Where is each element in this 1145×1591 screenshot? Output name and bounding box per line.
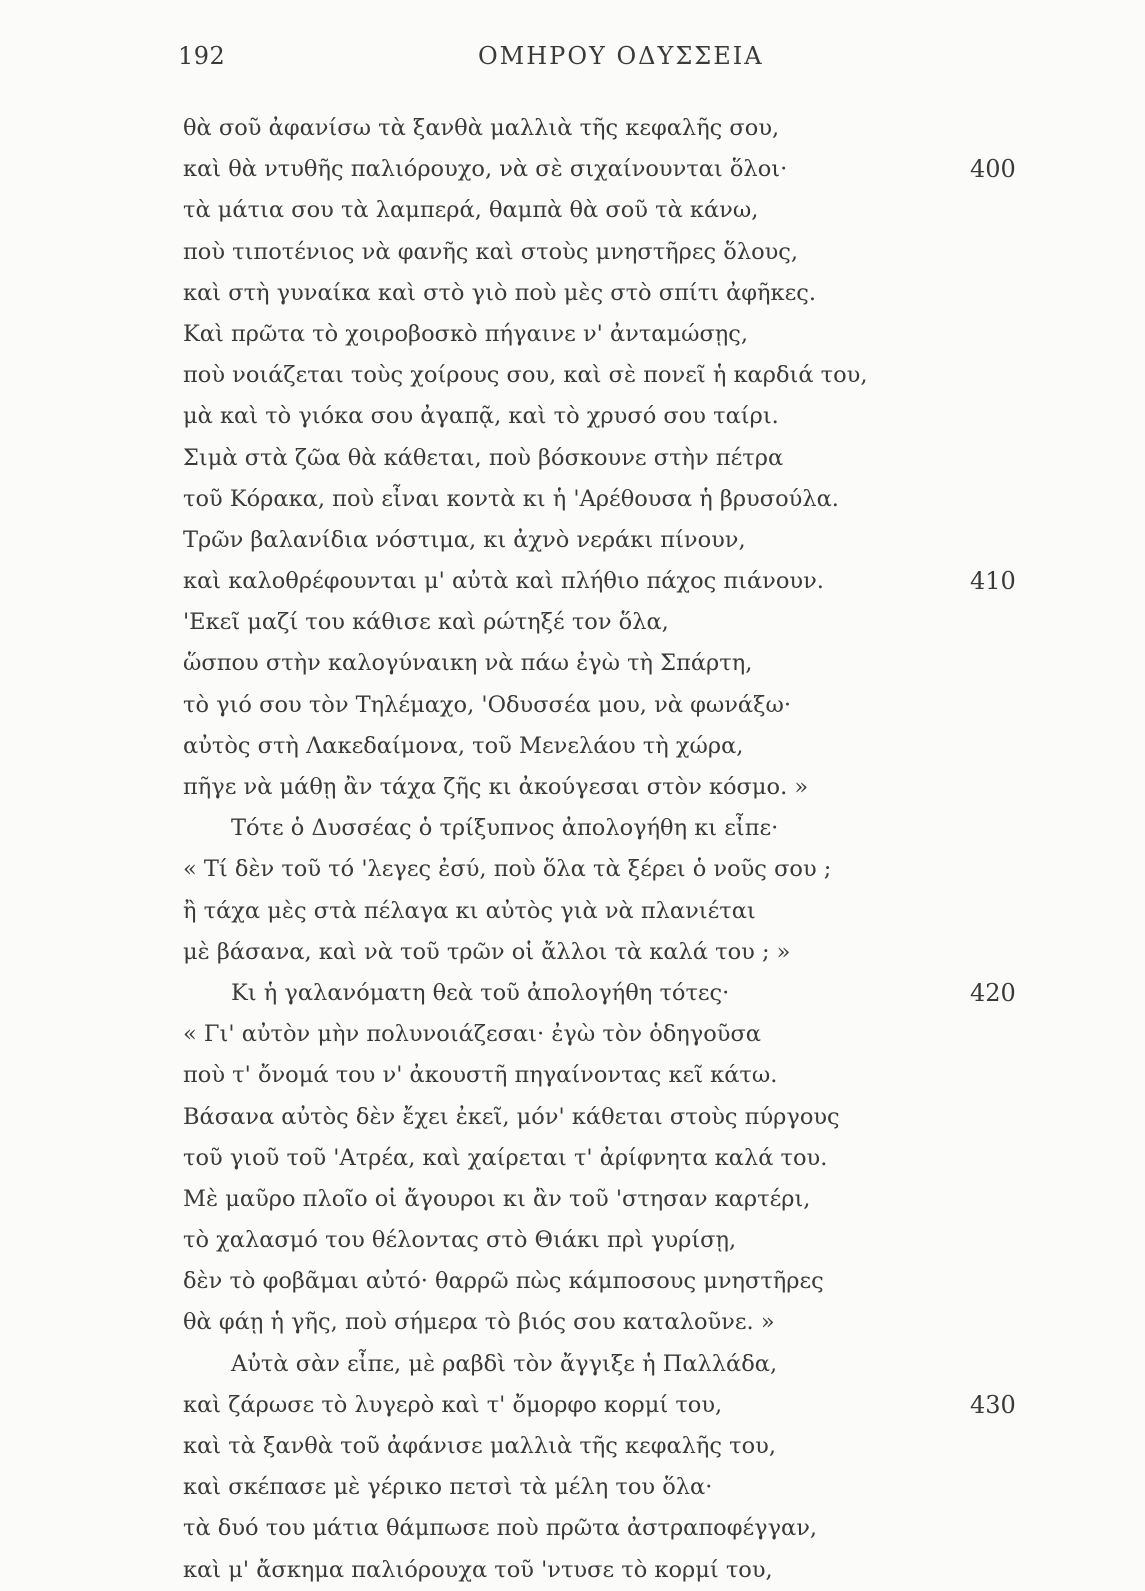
verse-line	[183, 1014, 1043, 1055]
verse-text: Βάσανα αὐτὸς δὲν ἔχει ἐκεῖ, μόν' κάθεται στοὺς πύργους	[183, 1103, 840, 1130]
verse-line	[183, 396, 1043, 437]
verse-text: τοῦ Κόρακα, ποὺ εἶναι κοντὰ κι ἡ 'Αρέθουσα ἡ βρυσούλα.	[183, 485, 839, 512]
verse-text: αὐτὸς στὴ Λακεδαίμονα, τοῦ Μενελάου τὴ χώρα,	[183, 732, 744, 759]
verse-text: ποὺ τ' ὄνομά του ν' ἀκουστῆ πηγαίνοντας κεῖ κάτω.	[183, 1062, 778, 1089]
line-number: 410	[970, 567, 1016, 596]
verse-line	[183, 108, 1043, 149]
verse-line	[183, 1261, 1043, 1302]
page-number: 192	[178, 42, 226, 70]
verse-line	[183, 561, 1043, 602]
verse-text: ἢ τάχα μὲς στὰ πέλαγα κι αὐτὸς γιὰ νὰ πλανιέται	[183, 897, 756, 924]
verse-text: ποὺ τιποτένιος νὰ φανῆς καὶ στοὺς μνηστῆρες ὅλους,	[183, 238, 799, 265]
verse-text: δὲν τὸ φοβᾶμαι αὐτό· θαρρῶ πὼς κάμποσους μνηστῆρες	[183, 1268, 824, 1295]
verse-line	[183, 1138, 1043, 1179]
verse-text: ὥσπου στὴν καλογύναικη νὰ πάω ἐγὼ τὴ Σπάρτη,	[183, 650, 753, 677]
verse-line	[183, 1302, 1043, 1343]
verse-line	[183, 520, 1043, 561]
verse-line	[183, 932, 1043, 973]
verse-line	[183, 314, 1043, 355]
verse-text: καὶ σκέπασε μὲ γέρικο πετσὶ τὰ μέλη του ὅλα·	[183, 1474, 713, 1501]
verse-text: ποὺ νοιάζεται τοὺς χοίρους σου, καὶ σὲ πονεῖ ἡ καρδιά του,	[183, 362, 868, 389]
verse-line	[183, 232, 1043, 273]
verse-text: θὰ σοῦ ἀφανίσω τὰ ξανθὰ μαλλιὰ τῆς κεφαλῆς σου,	[183, 115, 780, 141]
verse-line	[183, 1344, 1043, 1385]
verse-text: Μὲ μαῦρο πλοῖο οἱ ἄγουροι κι ἂν τοῦ 'στησαν καρτέρι,	[183, 1185, 811, 1212]
verse-text: καὶ θὰ ντυθῆς παλιόρουχο, νὰ σὲ σιχαίνουνται ὅλοι·	[183, 156, 788, 183]
verse-text: τὸ χαλασμό του θέλοντας στὸ Θιάκι πρὶ γυρίσῃ,	[183, 1227, 737, 1254]
verse-line	[183, 1508, 1043, 1549]
verse-line	[183, 190, 1043, 231]
verse-text: Τότε ὁ Δυσσέας ὁ τρίξυπνος ἀπολογήθη κι εἶπε·	[231, 815, 779, 842]
verse-line	[183, 1097, 1043, 1138]
verse-text: Τρῶν βαλανίδια νόστιμα, κι ἀχνὸ νεράκι πίνουν,	[183, 526, 746, 553]
verse-text: τὸ γιό σου τὸν Τηλέμαχο, 'Οδυσσέα μου, νὰ φωνάξω·	[183, 691, 791, 718]
verse-text: Καὶ πρῶτα τὸ χοιροβοσκὸ πήγαινε ν' ἀνταμώσῃς,	[183, 320, 749, 347]
line-number: 430	[970, 1390, 1016, 1419]
verse-text: καὶ καλοθρέφουνται μ' αὐτὰ καὶ πλήθιο πάχος πιάνουν.	[183, 568, 824, 595]
verse-text: τὰ μάτια σου τὰ λαμπερά, θαμπὰ θὰ σοῦ τὰ κάνω,	[183, 197, 759, 224]
line-number: 400	[970, 155, 1016, 184]
verse-line	[183, 973, 1043, 1014]
verse-text: καὶ τὰ ξανθὰ τοῦ ἀφάνισε μαλλιὰ τῆς κεφαλῆς του,	[183, 1433, 776, 1459]
verse-line	[183, 1426, 1043, 1467]
verse-line	[183, 726, 1043, 767]
verse-text: τοῦ γιοῦ τοῦ 'Ατρέα, καὶ χαίρεται τ' ἀρίφνητα καλά του.	[183, 1144, 828, 1171]
verse-text: μὰ καὶ τὸ γιόκα σου ἀγαπᾷ, καὶ τὸ χρυσό σου ταίρι.	[183, 403, 779, 430]
verse-line	[183, 808, 1043, 849]
verse-line	[183, 767, 1043, 808]
verse-text: καὶ στὴ γυναίκα καὶ στὸ γιὸ ποὺ μὲς στὸ σπίτι ἀφῆκες.	[183, 279, 817, 306]
verse-line	[183, 355, 1043, 396]
line-number: 420	[970, 978, 1016, 1007]
verse-text: 'Εκεῖ μαζί του κάθισε καὶ ρώτηξέ τον ὅλα,	[183, 609, 669, 636]
verse-line	[183, 1055, 1043, 1096]
verse-text: « Τί δὲν τοῦ τό 'λεγες ἐσύ, ποὺ ὅλα τὰ ξέρει ὁ νοῦς σου ;	[183, 856, 832, 883]
verse-text: Κι ἡ γαλανόματη θεὰ τοῦ ἀπολογήθη τότες·	[231, 979, 730, 1006]
verse-line	[183, 1179, 1043, 1220]
verse-line	[183, 1467, 1043, 1508]
verse-text: « Γι' αὐτὸν μὴν πολυνοιάζεσαι· ἐγὼ τὸν ὁδηγοῦσα	[183, 1021, 762, 1048]
verse-text: πῆγε νὰ μάθῃ ἂν τάχα ζῆς κι ἀκούγεσαι στὸν κόσμο. »	[183, 774, 809, 800]
running-title: ΟΜΗΡΟΥ ΟΔΥΣΣΕΙΑ	[478, 42, 764, 70]
verse-text: Αὐτὰ σὰν εἶπε, μὲ ραβδὶ τὸν ἄγγιξε ἡ Παλλάδα,	[231, 1350, 778, 1377]
verse-line	[183, 1550, 1043, 1591]
verse-text: καὶ ζάρωσε τὸ λυγερὸ καὶ τ' ὄμορφο κορμί του,	[183, 1391, 723, 1418]
verse-text: θὰ φάῃ ἡ γῆς, ποὺ σήμερα τὸ βιός σου καταλοῦνε. »	[183, 1309, 775, 1336]
verse-text: καὶ μ' ἄσκημα παλιόρουχα τοῦ 'ντυσε τὸ κορμί του,	[183, 1556, 773, 1583]
verse-line	[183, 1220, 1043, 1261]
verse-line	[183, 479, 1043, 520]
verse-line	[183, 1385, 1043, 1426]
verse-line	[183, 149, 1043, 190]
verse-text: μὲ βάσανα, καὶ νὰ τοῦ τρῶν οἱ ἄλλοι τὰ καλά του ; »	[183, 938, 791, 965]
poem-body	[183, 108, 1043, 1591]
verse-line	[183, 849, 1043, 890]
verse-text: Σιμὰ στὰ ζῶα θὰ κάθεται, ποὺ βόσκουνε στὴν πέτρα	[183, 444, 784, 471]
verse-line	[183, 685, 1043, 726]
verse-line	[183, 602, 1043, 643]
verse-line	[183, 273, 1043, 314]
verse-line	[183, 891, 1043, 932]
verse-line	[183, 643, 1043, 684]
verse-line	[183, 438, 1043, 479]
verse-text: τὰ δυό του μάτια θάμπωσε ποὺ πρῶτα ἀστραποφέγγαν,	[183, 1515, 818, 1542]
